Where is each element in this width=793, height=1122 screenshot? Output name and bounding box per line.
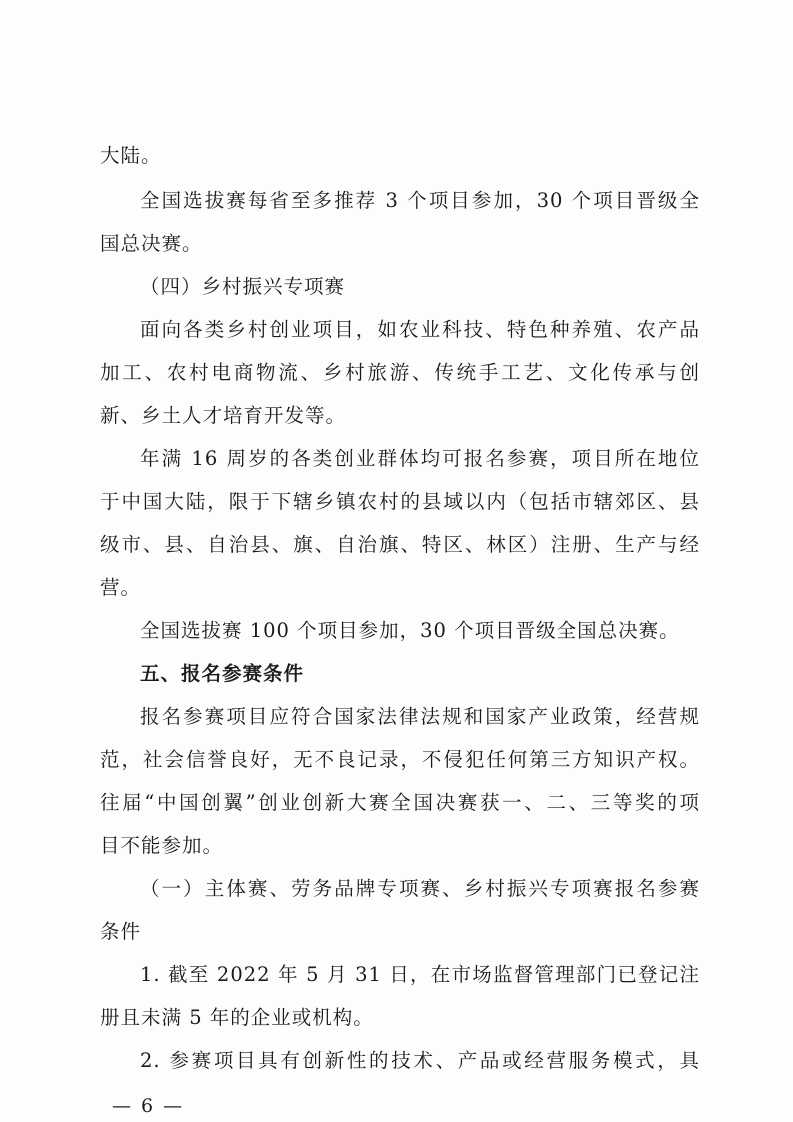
section-heading-rural-revitalization: （四）乡村振兴专项赛 xyxy=(140,275,346,298)
text-line-final-round: 国总决赛。 xyxy=(100,232,203,255)
section-heading-registration-conditions: 五、报名参赛条件 xyxy=(140,662,305,685)
text-line-rural-projects-1: 面向各类乡村创业项目，如农业科技、特色种养殖、农产品 xyxy=(140,318,700,341)
text-line-national-selection-100: 全国选拔赛 100 个项目参加，30 个项目晋级全国总决赛。 xyxy=(140,619,680,642)
text-line-rural-projects-2: 加工、农村电商物流、乡村旅游、传统手工艺、文化传承与创 xyxy=(100,361,700,384)
text-line-selection-recommend: 全国选拔赛每省至多推荐 3 个项目参加，30 个项目晋级全 xyxy=(140,189,700,212)
text-line-conditions-4: 目不能参加。 xyxy=(100,834,224,857)
text-line-conditions-3: 往届“中国创翼”创业创新大赛全国决赛获一、二、三等奖的项 xyxy=(100,791,700,814)
text-line-rural-projects-3: 新、乡土人才培育开发等。 xyxy=(100,404,347,427)
list-item-2-line-1: 2. 参赛项目具有创新性的技术、产品或经营服务模式，具 xyxy=(140,1049,700,1072)
text-line-age-requirement-3: 级市、县、自治县、旗、自治旗、特区、林区）注册、生产与经 xyxy=(100,533,700,556)
subsection-heading-main-competition: （一）主体赛、劳务品牌专项赛、乡村振兴专项赛报名参赛 xyxy=(140,877,700,900)
list-item-1-line-1: 1. 截至 2022 年 5 月 31 日，在市场监督管理部门已登记注 xyxy=(140,963,700,986)
page-number: — 6 — xyxy=(112,1095,185,1117)
text-line-age-requirement-1: 年满 16 周岁的各类创业群体均可报名参赛，项目所在地位 xyxy=(140,447,700,470)
text-line-continuation-mainland: 大陆。 xyxy=(100,144,162,167)
list-item-1-line-2: 册且未满 5 年的企业或机构。 xyxy=(100,1006,374,1029)
text-line-age-requirement-2: 于中国大陆，限于下辖乡镇农村的县域以内（包括市辖郊区、县 xyxy=(100,490,700,513)
subsection-heading-main-competition-cont: 条件 xyxy=(100,920,142,943)
text-line-conditions-1: 报名参赛项目应符合国家法律法规和国家产业政策，经营规 xyxy=(140,705,700,728)
text-line-age-requirement-4: 营。 xyxy=(100,576,142,599)
text-line-conditions-2: 范，社会信誉良好，无不良记录，不侵犯任何第三方知识产权。 xyxy=(100,748,700,771)
